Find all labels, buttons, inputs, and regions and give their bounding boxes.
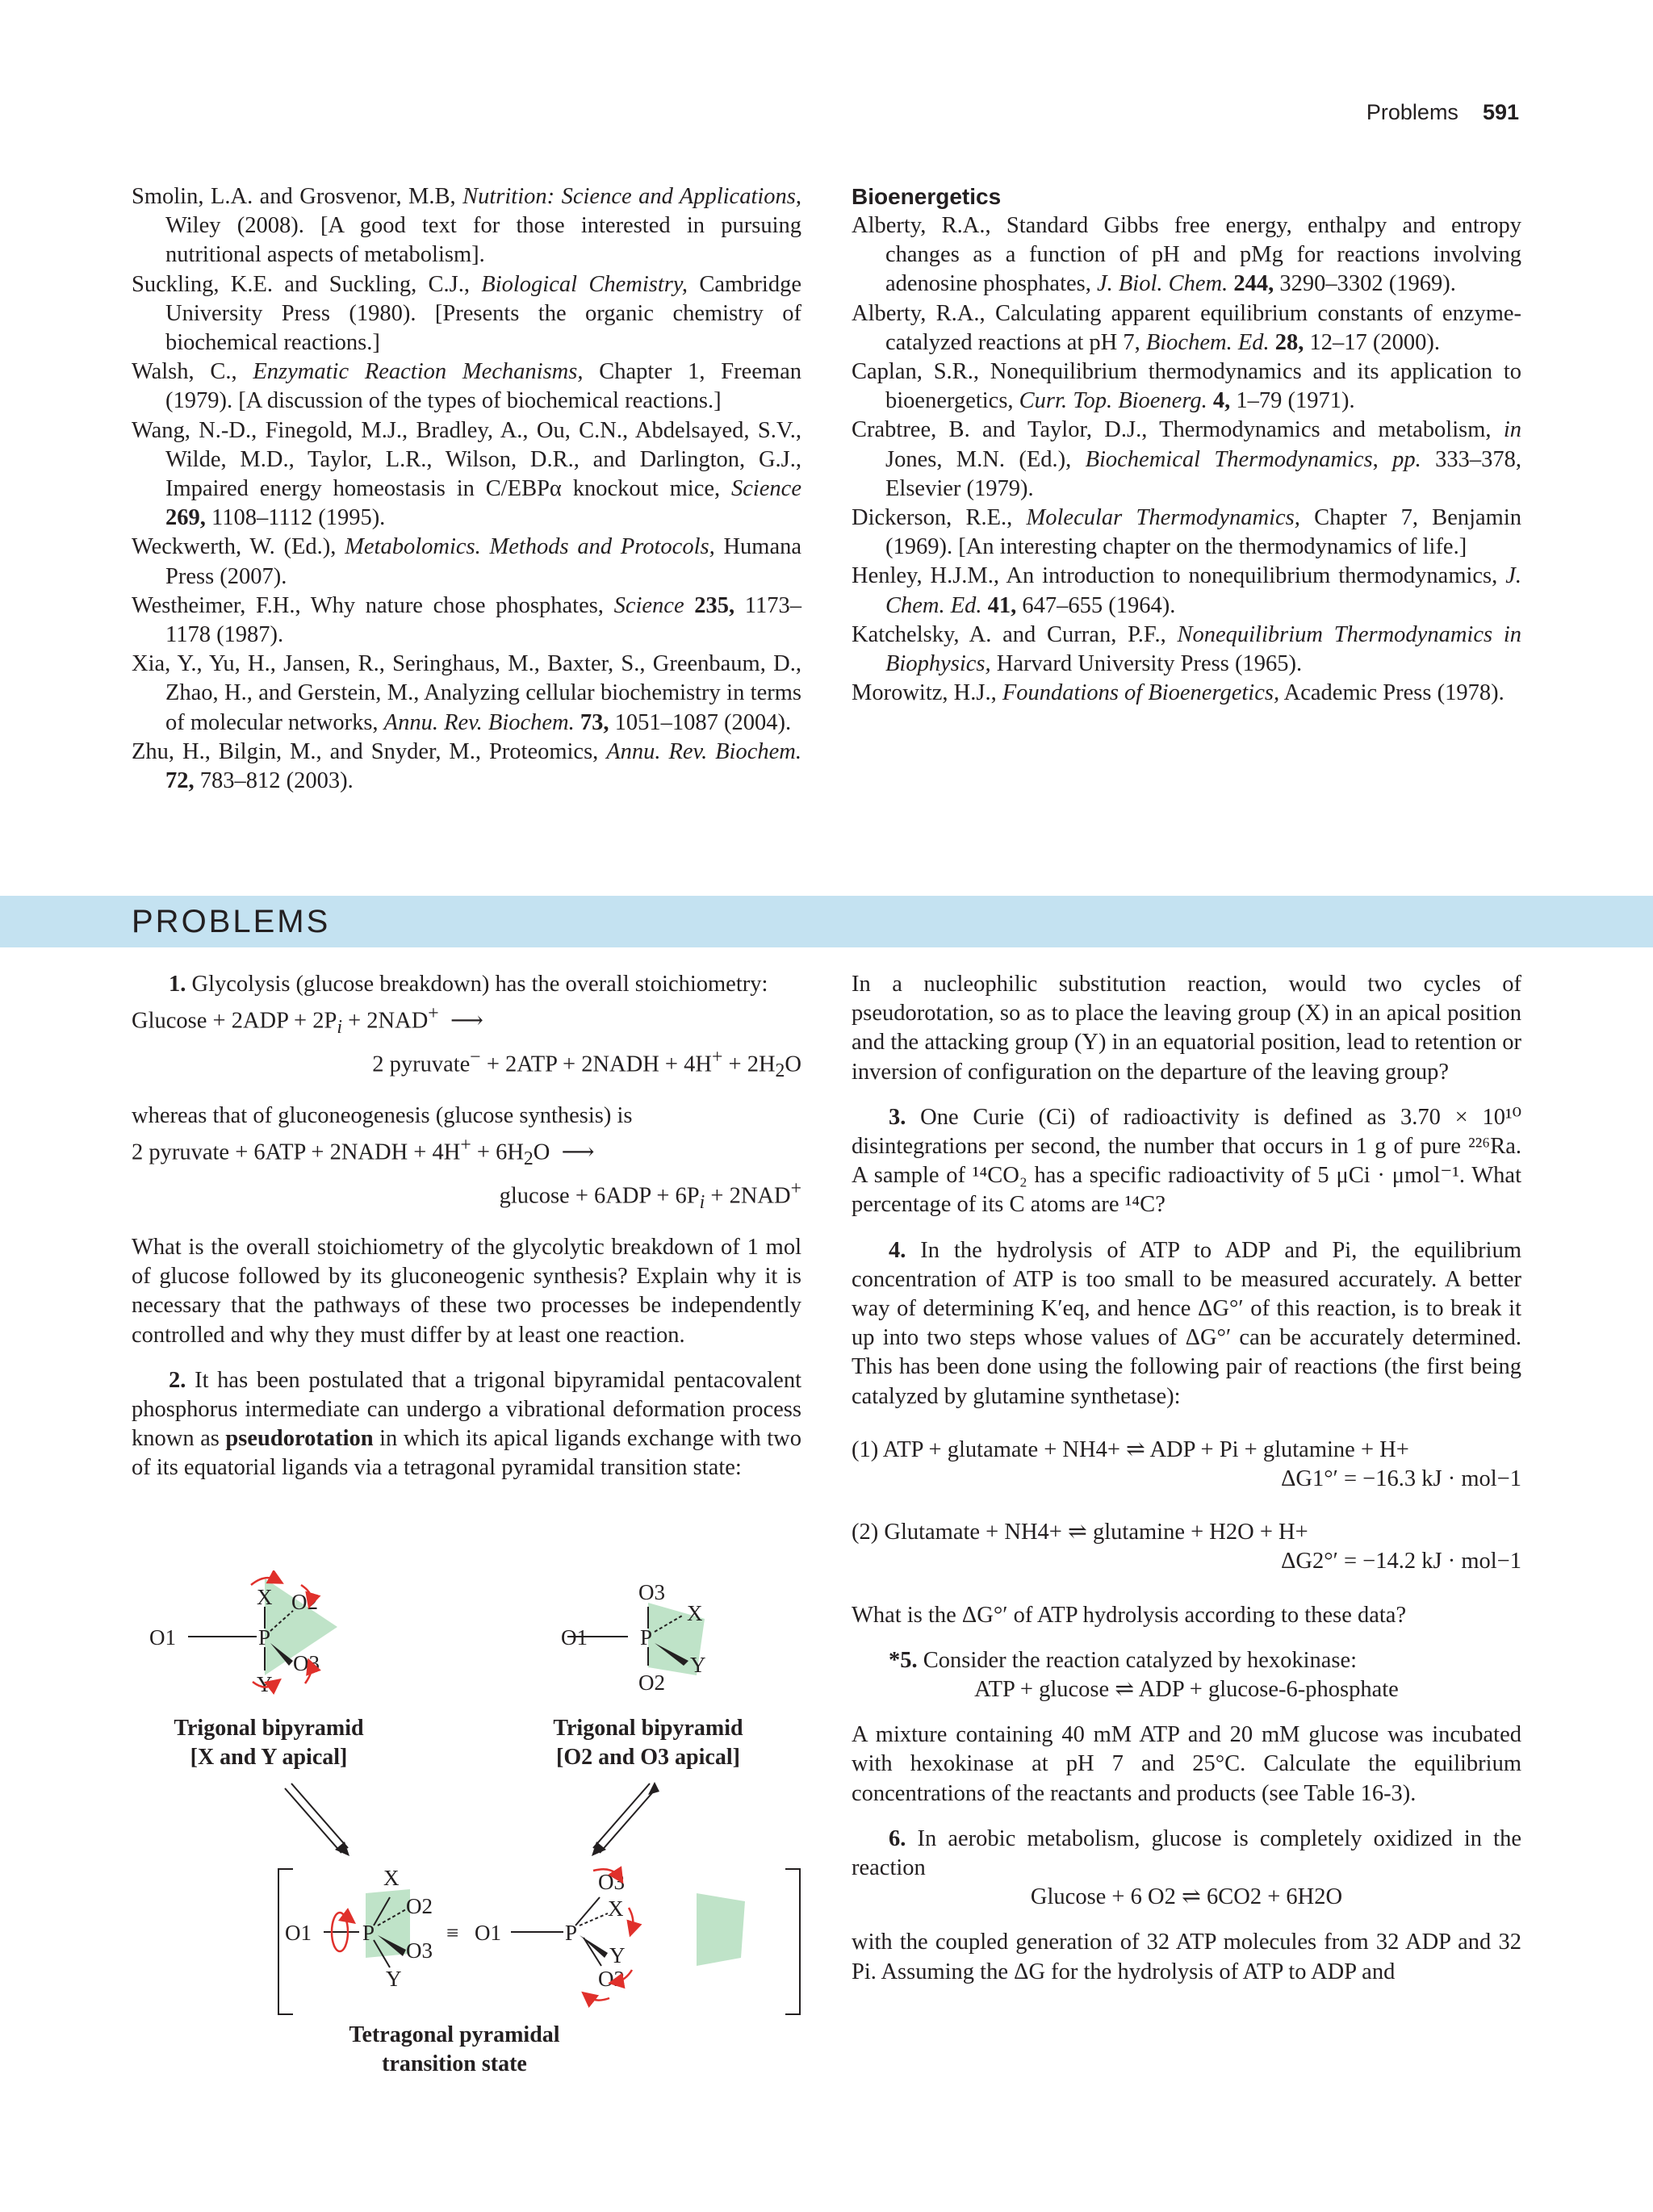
svg-text:O1: O1	[475, 1921, 501, 1945]
problem-4-question: What is the ΔG°′ of ATP hydrolysis according to these data?	[852, 1602, 1407, 1628]
reference-item: Xia, Y., Yu, H., Jansen, R., Seringhaus, M., Baxter, S., Greenbaum, D., Zhao, H., and Gerstein, M., Analyzing cellular biochemistry in terms of molecular networks, Annu. Rev. Biochem. 73, 1051–1087 (2004).	[132, 651, 801, 735]
bioenergetics-heading: Bioenergetics	[852, 184, 1002, 209]
reaction-2-dg: ΔG2°′ = −14.2 kJ · mol−1	[1281, 1549, 1521, 1574]
svg-text:O1: O1	[561, 1625, 588, 1650]
reaction-2: (2) Glutamate + NH4+ ⇌ glutamine + H2O + H+	[852, 1520, 1308, 1545]
equation-gluconeogenesis-a: 2 pyruvate + 6ATP + 2NADH + $4H^+ + 6H_2O$ ⟶	[132, 1135, 595, 1170]
running-header	[1366, 100, 1519, 125]
reference-item: Caplan, S.R., Nonequilibrium thermodynamics and its application to bioenergetics, Curr. Top. Bioenerg. 4, 1–79 (1971).	[852, 359, 1521, 414]
problem-5-text: A mixture containing 40 mM ATP and 20 mM glucose was incubated with hexokinase at pH 7 and 25°C. Calculate the equilibrium concentrations of the reactants and products (see Table 16-3).	[852, 1722, 1521, 1806]
svg-text:P: P	[362, 1921, 375, 1945]
svg-text:O3: O3	[638, 1580, 665, 1604]
problem-1-question: What is the overall stoichiometry of the glycolytic breakdown of 1 mol of glucose followed by its gluconeogenic synthesis? Explain why it is necessary that the pathways of these two processes be independently controlled and why they must differ by at least one reaction.	[132, 1234, 801, 1348]
svg-text:Y: Y	[386, 1967, 402, 1991]
svg-text:X: X	[383, 1866, 400, 1890]
problem-2: 2. It has been postulated that a trigonal bipyramidal pentacovalent phosphorus intermediate can undergo a vibrational deformation process known as pseudorotation in which its apical ligands exchange with two of its equatorial ligands via a tetragonal pyramidal transition state:	[132, 1367, 802, 1481]
problem-1-intro: 1. Glycolysis (glucose breakdown) has the overall stoichiometry:	[169, 972, 768, 997]
label-transition-state: Tetragonal pyramidal transition state	[349, 2022, 560, 2076]
svg-text:P: P	[258, 1625, 271, 1650]
svg-text:≡: ≡	[446, 1921, 459, 1945]
pseudorotation-diagram	[132, 1570, 818, 2022]
svg-text:X: X	[257, 1585, 273, 1609]
reference-item: Alberty, R.A., Calculating apparent equilibrium constants of enzyme-catalyzed reactions at pH 7, Biochem. Ed. 28, 12–17 (2000).	[852, 300, 1521, 355]
reference-item: Smolin, L.A. and Grosvenor, M.B, Nutrition: Science and Applications, Wiley (2008). [A good text for those interested in pursuing nutritional aspects of metabolism].	[132, 184, 802, 268]
pseudorotation-figure	[132, 1570, 818, 2135]
svg-text:Y: Y	[257, 1672, 273, 1696]
reference-item: Walsh, C., Enzymatic Reaction Mechanisms, Chapter 1, Freeman (1979). [A discussion of the types of biochemical reactions.]	[132, 359, 801, 414]
equation-glycolysis-a: $Glucose + 2ADP + 2P_i + 2NAD^+$ ⟶	[132, 1003, 483, 1039]
problem-1-mid: whereas that of gluconeogenesis (glucose synthesis) is	[132, 1102, 633, 1128]
problem-5: *5. Consider the reaction catalyzed by hexokinase:	[889, 1647, 1358, 1673]
reference-item: Henley, H.J.M., An introduction to nonequilibrium thermodynamics, J. Chem. Ed. 41, 647–655 (1964).	[852, 563, 1521, 618]
reference-item: Dickerson, R.E., Molecular Thermodynamics, Chapter 7, Benjamin (1969). [An interesting chapter on the thermodynamics of life.]	[852, 505, 1521, 560]
problem-3: 3. One Curie (Ci) of radioactivity is defined as 3.70 × 10¹⁰ disintegrations per second, the number that occurs in 1 g of pure ²²⁶Ra. A sample of ¹⁴CO₂ has a specific radioactivity of 5 μCi · μmol⁻¹. What percentage of its C atoms are ¹⁴C?	[852, 1104, 1521, 1218]
label-o2o3-apical: Trigonal bipyramid [O2 and O3 apical]	[553, 1716, 743, 1770]
page-number: 591	[1482, 100, 1519, 124]
label-xy-apical: Trigonal bipyramid [X and Y apical]	[174, 1716, 364, 1770]
svg-text:Y: Y	[690, 1653, 706, 1677]
reference-item: Weckwerth, W. (Ed.), Metabolomics. Methods and Protocols, Humana Press (2007).	[132, 534, 802, 589]
hexokinase-equation: ATP + glucose ⇌ ADP + glucose-6-phosphate	[974, 1677, 1399, 1703]
reaction-1-dg: ΔG1°′ = −16.3 kJ · mol−1	[1281, 1466, 1521, 1492]
svg-text:O2: O2	[638, 1670, 665, 1695]
problem-4: 4. In the hydrolysis of ATP to ADP and Pi, the equilibrium concentration of ATP is too small to be measured accurately. A better way of determining K′eq, and hence ΔG°′ of this reaction, is to break it up into two steps whose values of ΔG°′ can be accurately determined. This has been done using the following pair of reactions (the first being catalyzed by glutamine synthetase):	[852, 1237, 1521, 1409]
problems-right	[852, 970, 1521, 1987]
problem-6: 6. In aerobic metabolism, glucose is completely oxidized in the reaction	[852, 1825, 1521, 1881]
svg-text:P: P	[565, 1921, 578, 1945]
equation-glycolysis-b: 2 pyruvate− + 2ATP + 2NADH + $4H^+ + 2H_2O$	[372, 1046, 801, 1081]
reference-item: Suckling, K.E. and Suckling, C.J., Biological Chemistry, Cambridge University Press (1980). [Presents the organic chemistry of biochemical reactions.]	[132, 271, 801, 356]
problem-2-continued: In a nucleophilic substitution reaction, would two cycles of pseudorotation, so as to place the leaving group (X) in an apical position and the attacking group (Y) in an equatorial position, lead to retention or inversion of configuration on the departure of the leaving group?	[852, 972, 1521, 1085]
svg-text:P: P	[640, 1625, 653, 1650]
svg-text:O3: O3	[406, 1938, 433, 1963]
problems-title: PROBLEMS	[132, 904, 331, 939]
reference-item: Crabtree, B. and Taylor, D.J., Thermodynamics and metabolism, in Jones, M.N. (Ed.), Biochemical Thermodynamics, pp. 333–378, Elsevier (1979).	[852, 417, 1522, 501]
equation-gluconeogenesis-b: $glucose + 6ADP + 6P_i + 2NAD^+$	[499, 1177, 801, 1213]
svg-text:O3: O3	[293, 1651, 320, 1675]
bioenergetics-list	[852, 211, 1521, 708]
problems-banner	[0, 896, 1653, 947]
glucose-oxidation-equation: Glucose + 6 O2 ⇌ 6CO2 + 6H2O	[1030, 1884, 1343, 1910]
problems-left	[132, 970, 801, 1483]
transition-state-right	[475, 1869, 745, 2000]
reference-item: Alberty, R.A., Standard Gibbs free energy, enthalpy and entropy changes as a function of pH and pMg for reactions involving adenosine phosphates, J. Biol. Chem. 244, 3290–3302 (1969).	[852, 213, 1521, 297]
reference-item: Morowitz, H.J., Foundations of Bioenergetics, Academic Press (1978).	[852, 680, 1504, 706]
svg-text:O3: O3	[598, 1870, 625, 1894]
svg-text:O1: O1	[285, 1921, 312, 1945]
left-bipyramid	[149, 1578, 337, 1696]
svg-text:X: X	[608, 1896, 624, 1921]
reaction-1: (1) ATP + glutamate + NH4+ ⇌ ADP + Pi + glutamine + H+	[852, 1436, 1409, 1462]
svg-text:X: X	[687, 1601, 703, 1625]
reference-item: Katchelsky, A. and Curran, P.F., Nonequilibrium Thermodynamics in Biophysics, Harvard University Press (1965).	[852, 621, 1521, 677]
right-bipyramid	[561, 1580, 706, 1695]
svg-text:O1: O1	[149, 1625, 176, 1650]
references-left	[132, 182, 801, 796]
svg-text:Y: Y	[609, 1943, 626, 1967]
svg-text:O2: O2	[598, 1967, 625, 1991]
section-title: Problems	[1366, 100, 1458, 124]
reference-item: Westheimer, F.H., Why nature chose phosphates, Science 235, 1173–1178 (1987).	[132, 592, 802, 648]
reference-item: Zhu, H., Bilgin, M., and Snyder, M., Proteomics, Annu. Rev. Biochem. 72, 783–812 (2003).	[132, 738, 801, 794]
reference-item: Wang, N.-D., Finegold, M.J., Bradley, A., Ou, C.N., Abdelsayed, S.V., Wilde, M.D., Taylor, L.R., Wilson, D.R., and Darlington, G.J., Impaired energy homeostasis in C/EBPα knockout mice, Science 269, 1108–1112 (1995).	[132, 417, 801, 531]
references-right	[852, 182, 1521, 708]
transition-state-left	[285, 1866, 433, 1991]
svg-text:O2: O2	[406, 1894, 433, 1918]
problem-6-text: with the coupled generation of 32 ATP molecules from 32 ADP and 32 Pi. Assuming the ΔG for the hydrolysis of ATP to ADP and	[852, 1930, 1521, 1984]
svg-text:O2: O2	[291, 1590, 318, 1614]
